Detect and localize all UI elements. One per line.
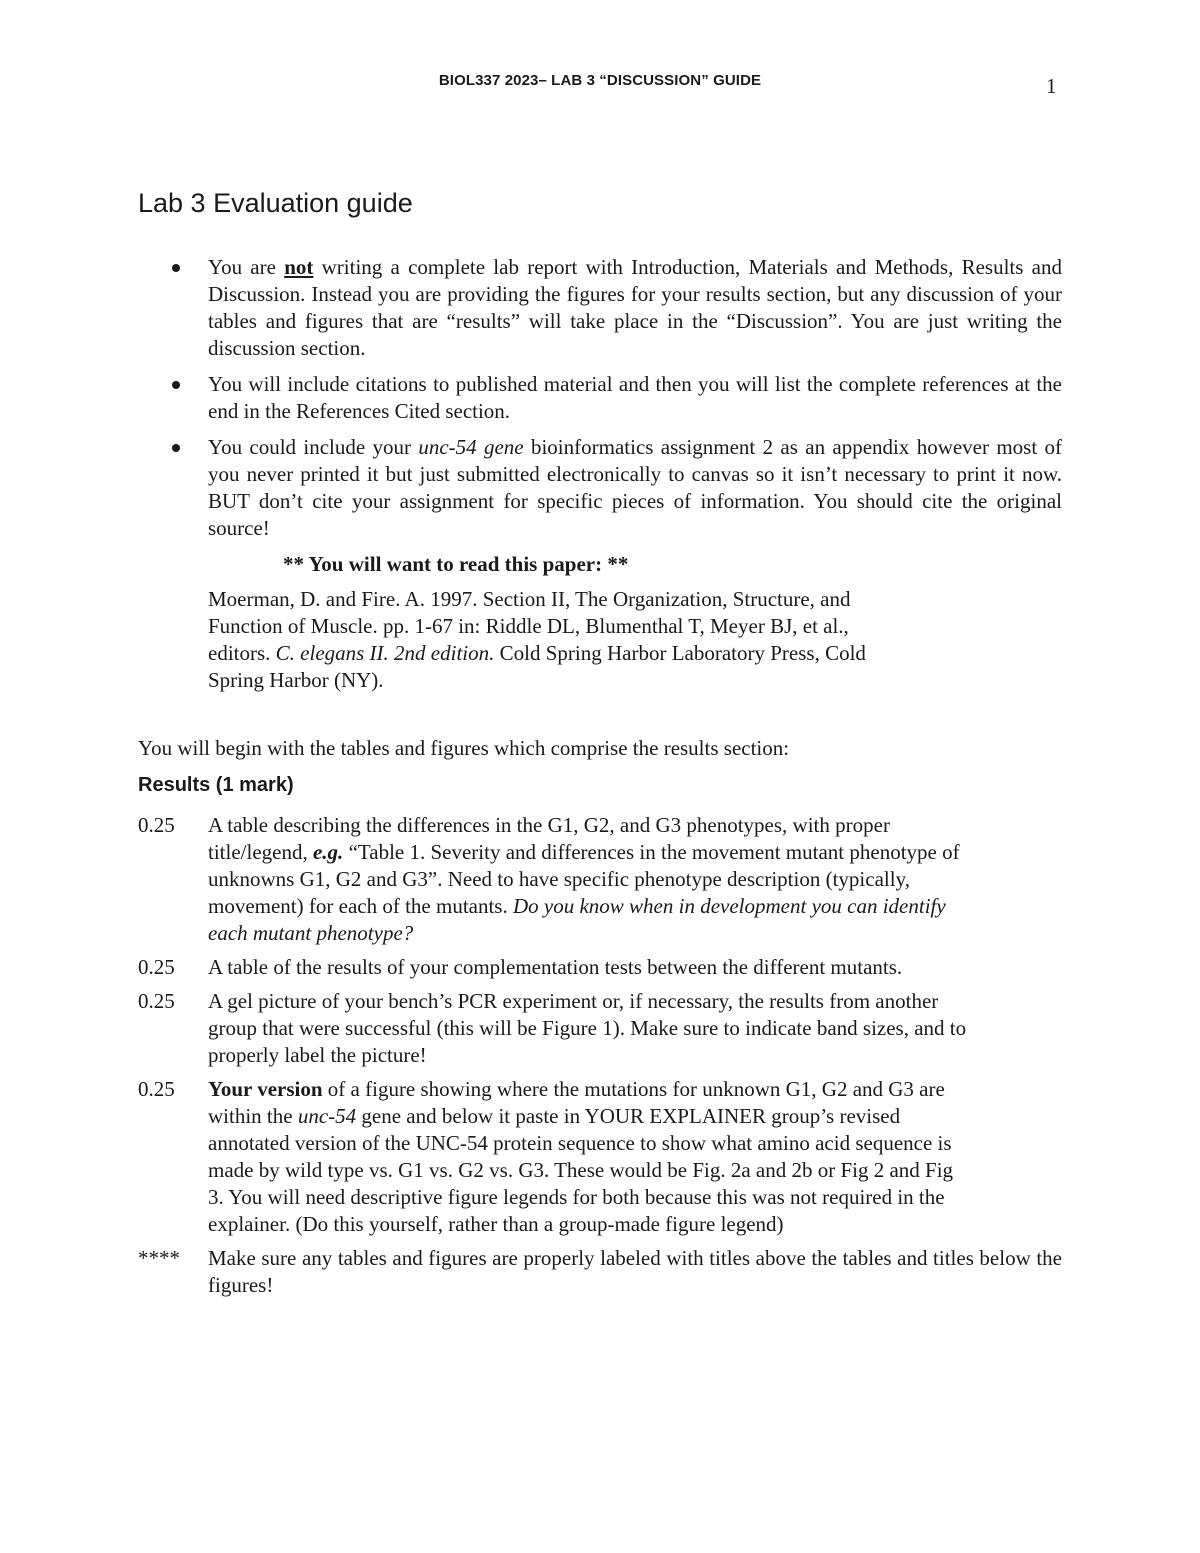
emphasized-text: each mutant phenotype? bbox=[208, 921, 414, 945]
bullet-item-appendix bbox=[168, 434, 1062, 542]
bullet-text bbox=[208, 435, 1062, 540]
result-mark: **** bbox=[138, 1246, 180, 1270]
result-item-mutation-figure bbox=[138, 1076, 1062, 1238]
text-run: bioinformatics assignment 2 as an appendix however most of you never printed it but just submitted electronically to canvas so it isn’t necessary to print it now. BUT don’t cite your assignment for specific pieces of information. You should cite the original source! bbox=[208, 435, 1062, 540]
bullet-item-citations bbox=[168, 371, 1062, 425]
emphasized-text: not bbox=[284, 255, 314, 279]
results-intro-text: You will begin with the tables and figures which comprise the results section: bbox=[138, 736, 790, 760]
text-run: group that were successful (this will be Figure 1). Make sure to indicate band sizes, and to bbox=[208, 1016, 967, 1040]
text-run: A table of the results of your complementation tests between the different mutants. bbox=[208, 955, 903, 979]
bullet-text bbox=[208, 372, 1062, 423]
result-text bbox=[208, 988, 1062, 1069]
text-run: writing a complete lab report with Introduction, Materials and Methods, Results and Discussion. Instead you are providing the figures for your results section, but any discussion of your tables and figures that are “results” will take place in the “Discussion”. You are just writing the discussion section. bbox=[208, 255, 1062, 360]
result-text bbox=[208, 1245, 1062, 1299]
result-item-gel-picture bbox=[138, 988, 1062, 1069]
emphasized-text: C. elegans II. 2nd edition. bbox=[275, 641, 495, 665]
text-run: Function of Muscle. pp. 1-67 in: Riddle DL, Blumenthal T, Meyer BJ, et al., bbox=[208, 614, 849, 638]
reference-citation bbox=[208, 586, 968, 694]
text-run: within the bbox=[208, 1104, 298, 1128]
emphasized-text: unc-54 bbox=[297, 1104, 357, 1128]
result-item-phenotype-table bbox=[138, 812, 1062, 947]
text-run: A gel picture of your bench’s PCR experiment or, if necessary, the results from another bbox=[208, 989, 939, 1013]
result-mark: 0.25 bbox=[138, 955, 175, 979]
results-heading: Results (1 mark) bbox=[138, 774, 294, 796]
text-run: properly label the picture! bbox=[208, 1043, 427, 1067]
emphasized-text: Your version bbox=[208, 1077, 323, 1101]
bullet-dot-icon bbox=[172, 264, 180, 272]
text-run: Make sure any tables and figures are properly labeled with titles above the tables and titles below the figures! bbox=[208, 1246, 1062, 1297]
text-run: You could include your bbox=[208, 435, 419, 459]
page-number: 1 bbox=[1046, 74, 1057, 98]
result-text bbox=[208, 954, 1062, 981]
result-item-labeling-note bbox=[138, 1245, 1062, 1299]
text-run: made by wild type vs. G1 vs. G2 vs. G3. These would be Fig. 2a and 2b or Fig 2 and Fig bbox=[208, 1158, 954, 1182]
text-run: You will include citations to published material and then you will list the complete references at the end in the References Cited section. bbox=[208, 372, 1062, 423]
running-header: BIOL337 2023– LAB 3 “DISCUSSION” GUIDE bbox=[438, 72, 762, 89]
text-run: explainer. (Do this yourself, rather than a group-made figure legend) bbox=[208, 1212, 784, 1236]
bullet-dot-icon bbox=[172, 381, 180, 389]
result-text bbox=[208, 1076, 1062, 1238]
text-run: editors. bbox=[208, 641, 276, 665]
text-run: movement) for each of the mutants. bbox=[208, 894, 513, 918]
result-text bbox=[208, 812, 1062, 947]
guidance-bullet-list bbox=[168, 254, 1062, 551]
text-run: gene and below it paste in YOUR EXPLAINER group’s revised bbox=[356, 1104, 901, 1128]
text-run: of a figure showing where the mutations for unknown G1, G2 and G3 are bbox=[322, 1077, 945, 1101]
emphasized-text: Do you know when in development you can identify bbox=[512, 894, 946, 918]
document-title: Lab 3 Evaluation guide bbox=[138, 188, 413, 218]
text-run: Moerman, D. and Fire. A. 1997. Section II, The Organization, Structure, and bbox=[208, 587, 851, 611]
text-run: unknowns G1, G2 and G3”. Need to have specific phenotype description (typically, bbox=[208, 867, 910, 891]
bullet-dot-icon bbox=[172, 444, 180, 452]
text-run: 3. You will need descriptive figure legends for both because this was not required in the bbox=[208, 1185, 945, 1209]
result-mark: 0.25 bbox=[138, 1077, 175, 1101]
bullet-text bbox=[208, 255, 1062, 360]
results-criteria-list bbox=[138, 812, 1062, 1306]
reading-note: ** You will want to read this paper: ** bbox=[283, 552, 629, 576]
result-mark: 0.25 bbox=[138, 813, 175, 837]
text-run: “Table 1. Severity and differences in the movement mutant phenotype of bbox=[343, 840, 960, 864]
text-run: You are bbox=[208, 255, 285, 279]
text-run: title/legend, bbox=[208, 840, 313, 864]
emphasized-text: unc-54 gene bbox=[418, 435, 524, 459]
text-run: Cold Spring Harbor Laboratory Press, Cold bbox=[494, 641, 866, 665]
emphasized-text: e.g. bbox=[312, 840, 344, 864]
result-item-complementation-table bbox=[138, 954, 1062, 981]
text-run: Spring Harbor (NY). bbox=[208, 668, 384, 692]
text-run: annotated version of the UNC-54 protein sequence to show what amino acid sequence is bbox=[208, 1131, 952, 1155]
text-run: A table describing the differences in the G1, G2, and G3 phenotypes, with proper bbox=[208, 813, 890, 837]
bullet-item-not-full-report bbox=[168, 254, 1062, 362]
result-mark: 0.25 bbox=[138, 989, 175, 1013]
